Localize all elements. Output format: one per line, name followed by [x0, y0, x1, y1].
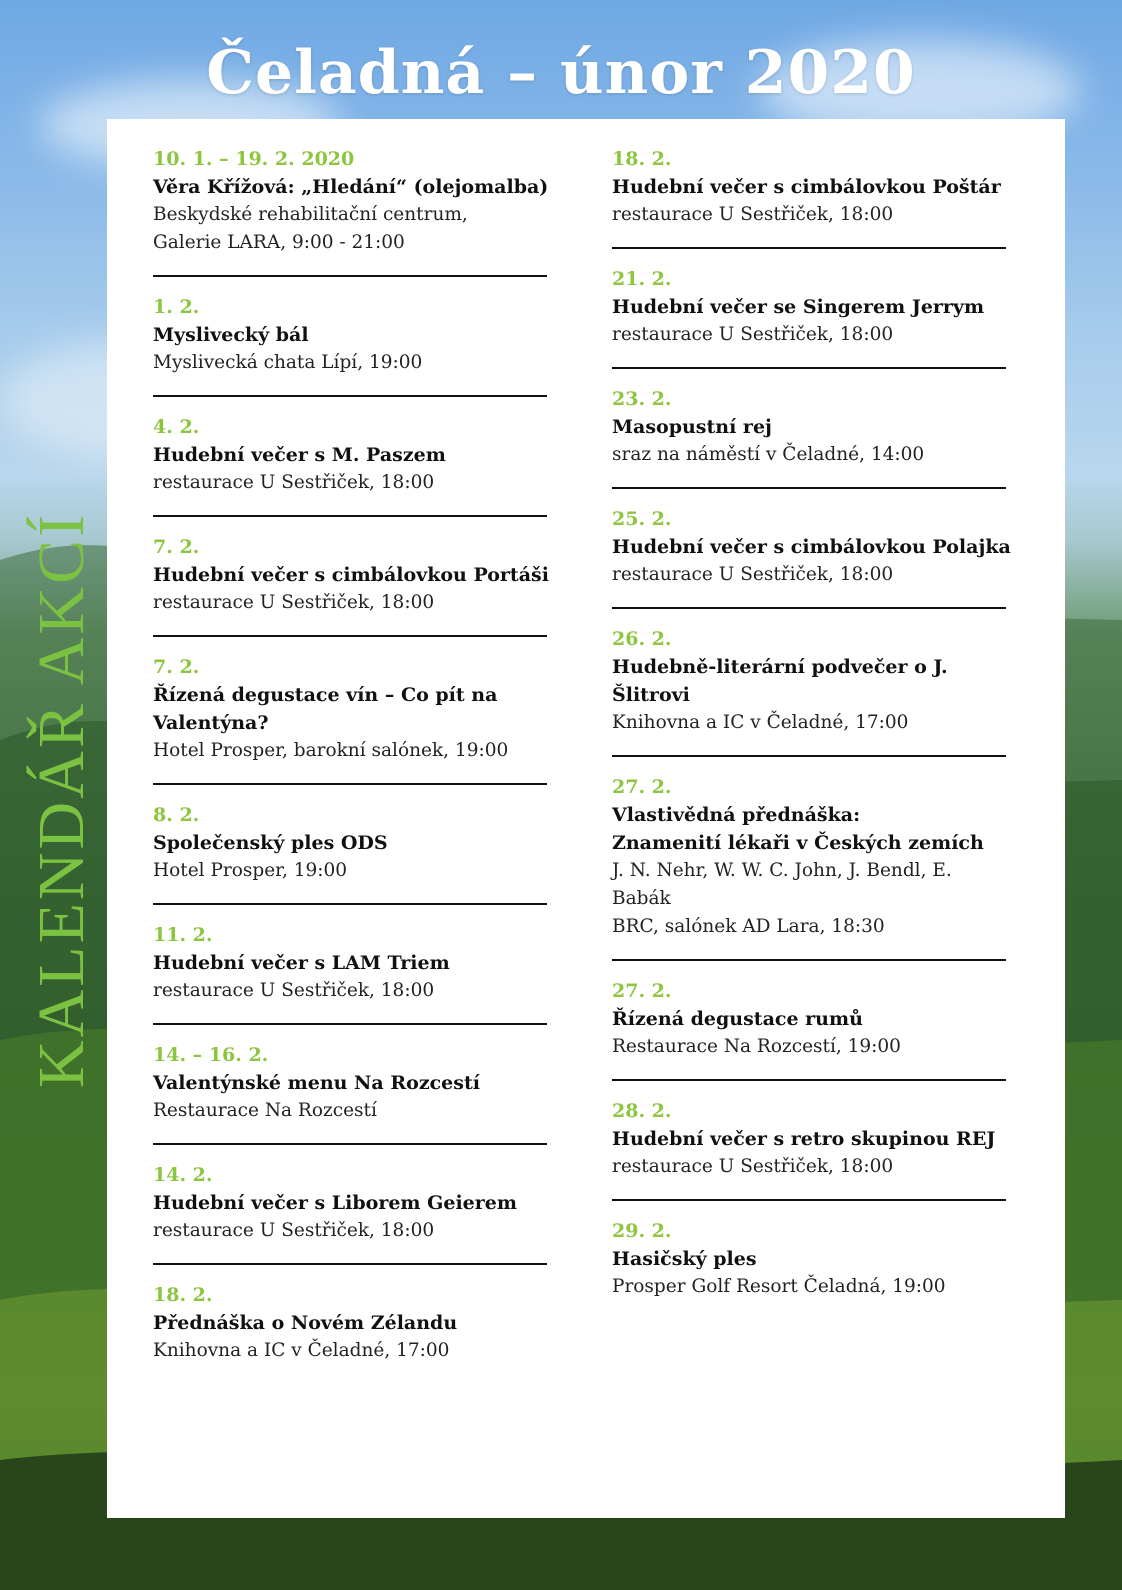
event-place: restaurace U Sestřiček, 18:00: [612, 1156, 894, 1177]
event-date: 21. 2.: [612, 268, 672, 290]
event-date: 27. 2.: [612, 776, 672, 798]
event-name: Věra Křížová: „Hledání“ (olejomalba): [153, 176, 549, 198]
event-name: Společenský ples ODS: [153, 832, 388, 854]
event-place: Prosper Golf Resort Čeladná, 19:00: [612, 1276, 946, 1297]
event-item: [153, 921, 553, 1005]
divider: [612, 487, 1006, 489]
event-place: Hotel Prosper, 19:00: [153, 860, 348, 881]
page-title: Čeladná – únor 2020: [206, 38, 916, 108]
divider: [153, 1023, 547, 1025]
divider: [153, 1263, 547, 1265]
event-date: 28. 2.: [612, 1100, 672, 1122]
event-place: restaurace U Sestřiček, 18:00: [612, 564, 894, 585]
event-date: 7. 2.: [153, 536, 200, 558]
event-name: Hudební večer s LAM Triem: [153, 952, 450, 974]
event-place: Knihovna a IC v Čeladné, 17:00: [612, 712, 909, 733]
divider: [612, 247, 1006, 249]
event-place: Restaurace Na Rozcestí, 19:00: [612, 1036, 901, 1057]
event-item: [153, 1281, 553, 1365]
event-item: [612, 625, 1012, 737]
event-item: [153, 801, 553, 885]
events-card: [107, 119, 1065, 1518]
event-date: 29. 2.: [612, 1220, 672, 1242]
event-date: 8. 2.: [153, 804, 200, 826]
vertical-heading: KALENDÁŘ AKCÍ: [25, 511, 98, 1089]
event-date: 14. 2.: [153, 1164, 213, 1186]
divider: [612, 1079, 1006, 1081]
event-item: [153, 413, 553, 497]
event-date: 1. 2.: [153, 296, 200, 318]
event-place-line2: Galerie LARA, 9:00 - 21:00: [153, 232, 405, 253]
event-date: 27. 2.: [612, 980, 672, 1002]
event-name: Valentýnské menu Na Rozcestí: [153, 1072, 480, 1094]
event-name: Hudební večer s Liborem Geierem: [153, 1192, 517, 1214]
event-date: 11. 2.: [153, 924, 213, 946]
divider: [153, 275, 547, 277]
event-name: Přednáška o Novém Zélandu: [153, 1312, 458, 1334]
event-item: [153, 293, 553, 377]
event-date: 4. 2.: [153, 416, 200, 438]
event-item: [153, 1161, 553, 1245]
event-name: Hudební večer s M. Paszem: [153, 444, 446, 466]
event-name: Vlastivědná přednáška:: [612, 804, 861, 826]
event-date: 18. 2.: [153, 1284, 213, 1306]
event-date: 25. 2.: [612, 508, 672, 530]
event-name: Hudební večer s retro skupinou REJ: [612, 1128, 996, 1150]
divider: [153, 903, 547, 905]
event-name: Hudební večer s cimbálovkou Portáši: [153, 564, 549, 586]
event-date: 10. 1. – 19. 2. 2020: [153, 148, 355, 170]
event-name: Řízená degustace rumů: [612, 1008, 863, 1030]
event-place: restaurace U Sestřiček, 18:00: [153, 980, 435, 1001]
divider: [612, 1199, 1006, 1201]
event-name-line2: Znamenití lékaři v Českých zemích: [612, 832, 984, 854]
event-place: restaurace U Sestřiček, 18:00: [153, 1220, 435, 1241]
event-place: J. N. Nehr, W. W. C. John, J. Bendl, E. Babák: [612, 860, 952, 909]
event-name: Hasičský ples: [612, 1248, 757, 1270]
event-place: Hotel Prosper, barokní salónek, 19:00: [153, 740, 509, 761]
event-place: restaurace U Sestřiček, 18:00: [153, 472, 435, 493]
event-date: 14. – 16. 2.: [153, 1044, 269, 1066]
event-item: [612, 145, 1012, 229]
event-item: [612, 265, 1012, 349]
event-item: [612, 773, 1012, 941]
event-place: restaurace U Sestřiček, 18:00: [612, 324, 894, 345]
event-place: Knihovna a IC v Čeladné, 17:00: [153, 1340, 450, 1361]
divider: [153, 395, 547, 397]
event-place: Myslivecká chata Lípí, 19:00: [153, 352, 423, 373]
divider: [612, 367, 1006, 369]
event-item: [153, 1041, 553, 1125]
event-place: restaurace U Sestřiček, 18:00: [153, 592, 435, 613]
event-item: [153, 145, 553, 257]
divider: [153, 515, 547, 517]
right-column: [612, 145, 1012, 1301]
event-place: Restaurace Na Rozcestí: [153, 1100, 377, 1121]
event-name: Hudební večer s cimbálovkou Poštár: [612, 176, 1001, 198]
event-date: 7. 2.: [153, 656, 200, 678]
event-name: Řízená degustace vín – Co pít na Valentýna?: [153, 684, 498, 734]
divider: [612, 607, 1006, 609]
event-place: sraz na náměstí v Čeladné, 14:00: [612, 444, 925, 465]
event-item: [153, 533, 553, 617]
event-item: [153, 653, 553, 765]
event-item: [612, 385, 1012, 469]
divider: [612, 755, 1006, 757]
event-place: restaurace U Sestřiček, 18:00: [612, 204, 894, 225]
event-date: 18. 2.: [612, 148, 672, 170]
event-name: Hudební večer s cimbálovkou Polajka: [612, 536, 1011, 558]
event-date: 26. 2.: [612, 628, 672, 650]
event-item: [612, 1097, 1012, 1181]
event-name: Masopustní rej: [612, 416, 772, 438]
event-item: [612, 1217, 1012, 1301]
divider: [153, 1143, 547, 1145]
event-name: Hudebně-literární podvečer o J. Šlitrovi: [612, 656, 948, 706]
event-place: Beskydské rehabilitační centrum,: [153, 204, 468, 225]
divider: [153, 635, 547, 637]
event-name: Myslivecký bál: [153, 324, 309, 346]
left-column: [153, 145, 553, 1365]
divider: [612, 959, 1006, 961]
divider: [153, 783, 547, 785]
event-item: [612, 977, 1012, 1061]
event-place-line2: BRC, salónek AD Lara, 18:30: [612, 916, 885, 937]
event-name: Hudební večer se Singerem Jerrym: [612, 296, 985, 318]
event-item: [612, 505, 1012, 589]
event-date: 23. 2.: [612, 388, 672, 410]
